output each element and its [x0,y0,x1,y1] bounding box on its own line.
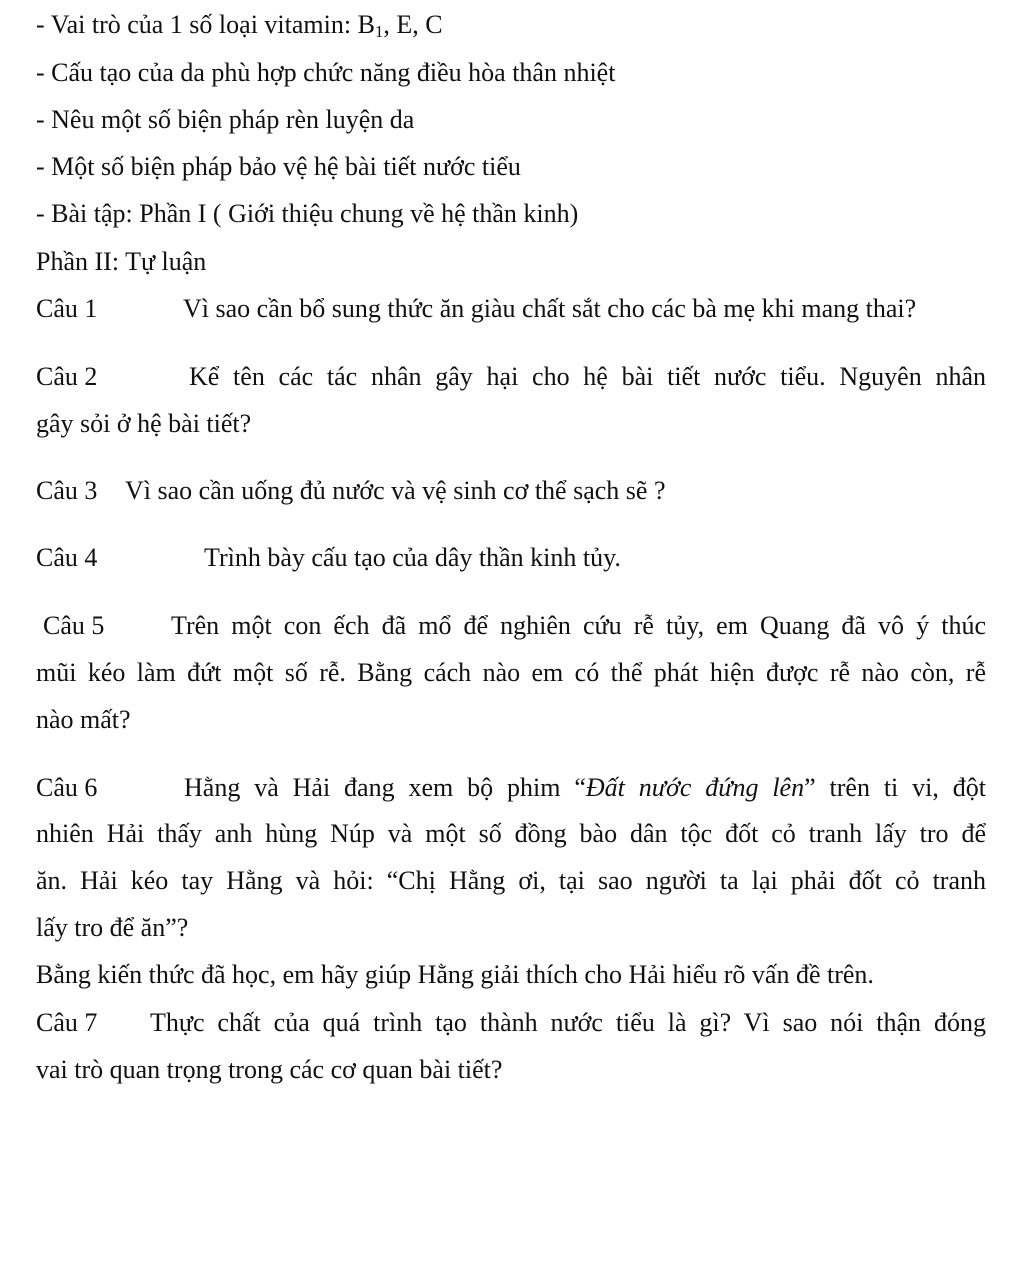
bullet-skin-training: - Nêu một số biện pháp rèn luyện da [36,105,415,134]
movie-title: Đất nước đứng lên [585,773,805,802]
question-5-line-2: mũi kéo làm đứt một số rễ. Bằng cách nào em có thể phát hiện được rễ nào còn, rễ [36,658,986,687]
question-2-line-1: Kể tên các tác nhân gây hại cho hệ bài tiết nước tiểu. Nguyên nhân [189,362,986,391]
question-6-line-1-pre: Hằng và Hải đang xem bộ phim “ [184,773,586,802]
bullet-vitamin [36,12,443,40]
question-1-text: Vì sao cần bổ sung thức ăn giàu chất sắt cho các bà mẹ khi mang thai? [183,294,917,323]
question-4-label: Câu 4 [36,543,98,572]
question-6-label: Câu 6 [36,773,98,802]
bullet-exercise: - Bài tập: Phần I ( Giới thiệu chung về hệ thần kinh) [36,199,579,228]
question-6-line-1 [184,775,986,801]
question-2-line-2: gây sỏi ở hệ bài tiết? [36,409,252,438]
section-title: Phần II: Tự luận [36,247,207,276]
question-6-line-2: nhiên Hải thấy anh hùng Núp và một số đồng bào dân tộc đốt cỏ tranh lấy tro để [36,819,986,848]
question-6-line-5: Bằng kiến thức đã học, em hãy giúp Hằng giải thích cho Hải hiểu rõ vấn đề trên. [36,960,874,989]
question-1-label: Câu 1 [36,294,98,323]
vitamin-subscript: 1 [374,22,384,41]
question-4-text: Trình bày cấu tạo của dây thần kinh tủy. [204,543,621,572]
question-5-line-1: Trên một con ếch đã mổ để nghiên cứu rễ tủy, em Quang đã vô ý thúc [171,611,986,640]
question-3-text: Vì sao cần uống đủ nước và vệ sinh cơ thể sạch sẽ ? [125,476,666,505]
question-6-line-4: lấy tro để ăn”? [36,913,189,942]
question-7-line-2: vai trò quan trọng trong các cơ quan bài tiết? [36,1055,503,1084]
question-6-line-1-post: ” trên ti vi, đột [804,773,986,802]
bullet-vitamin-suffix: , E, C [383,10,443,39]
question-5-line-3: nào mất? [36,705,131,734]
bullet-excretory-protection: - Một số biện pháp bảo vệ hệ bài tiết nước tiểu [36,152,521,181]
question-7-label: Câu 7 [36,1008,98,1037]
question-3-label: Câu 3 [36,476,98,505]
question-6-line-3: ăn. Hải kéo tay Hằng và hỏi: “Chị Hằng ơi, tại sao người ta lại phải đốt cỏ tranh [36,866,986,895]
bullet-skin-structure: - Cấu tạo của da phù hợp chức năng điều hòa thân nhiệt [36,58,616,87]
question-2-label: Câu 2 [36,362,98,391]
question-7-line-1: Thực chất của quá trình tạo thành nước tiểu là gì? Vì sao nói thận đóng [150,1008,986,1037]
question-5-label: Câu 5 [43,611,105,640]
bullet-vitamin-text: - Vai trò của 1 số loại vitamin: B [36,10,375,39]
